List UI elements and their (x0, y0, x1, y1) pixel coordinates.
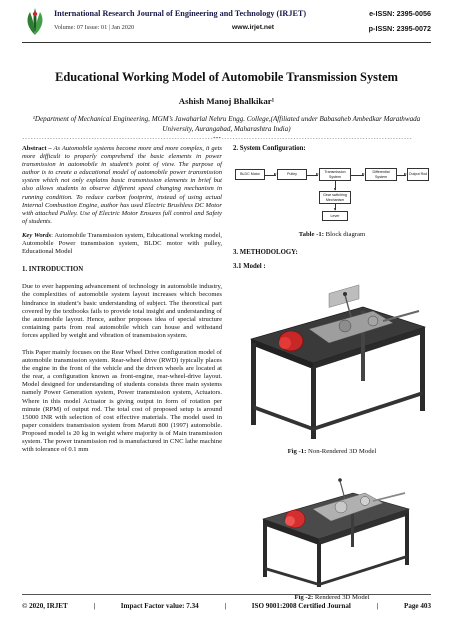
intro-paragraph-1: Due to ever happening advancement of technology in automobile industry, the complexities of automobile system layout increases which becomes hindrance in student’s basic understanding of subject. The theoretical part covered by the textbooks fails to provide total insight and understanding of the automobile layout. Hence, author proposes idea of special structure containing parts from real automobile which can house and withstand forces applied by weight and vibration of transmission system. (22, 283, 222, 339)
footer-page-number: Page 403 (404, 602, 431, 610)
block-pulley: Pulley (277, 169, 307, 180)
footer-separator: | (376, 602, 379, 610)
table-1-label: Table -1: (298, 231, 324, 239)
keywords-label: Key Words (22, 231, 52, 239)
block-transmission-system: Transmission System (319, 168, 351, 181)
footer-separator: | (224, 602, 227, 610)
author-affiliation: ¹Department of Mechanical Engineering, MGM’s Jawaharlal Nehru Engg. College,(Affiliated under Babasaheb Ambedkar Marathwada University, Aurangabad, Maharashtra India) (32, 115, 421, 133)
block-output-rod: Output Rod (407, 168, 429, 181)
figure-1-nonrendered-model (233, 277, 431, 445)
block-lever: Lever (322, 211, 348, 221)
volume-issue: Volume: 07 Issue: 01 | Jan 2020 (54, 24, 135, 31)
model-subheading: 3.1 Model : (233, 263, 266, 271)
e-issn: e-ISSN: 2395-0056 (369, 9, 431, 18)
table-1-text: Block diagram (323, 231, 366, 239)
journal-name: International Research Journal of Engineering and Technology (IRJET) (54, 9, 307, 18)
table-1-caption (233, 231, 431, 239)
system-config-heading: 2. System Configuration: (233, 145, 306, 152)
footer-divider (22, 594, 431, 595)
figure-1-label: Fig -1: (287, 448, 307, 456)
arrow-pulley-transmission (307, 175, 318, 176)
paper-title: Educational Working Model of Automobile Transmission System (55, 70, 398, 84)
journal-header (22, 6, 431, 40)
footer-copyright: © 2020, IRJET (22, 602, 68, 610)
header-divider (22, 42, 431, 43)
figure-1-text: Non-Rendered 3D Model (306, 448, 377, 456)
arrow-transmission-differential (351, 175, 364, 176)
block-gear-switching: Gear switching Mechanism (319, 191, 351, 204)
keywords-text: : Automobile Transmission system, Educational working model, Automobile Power transmission system, BLDC motor with pulley, Educational Model (22, 231, 222, 256)
footer-separator: | (93, 602, 96, 610)
figure-2-label: Fig -2: (294, 593, 314, 601)
footer-iso: ISO 9001:2008 Certified Journal (251, 602, 351, 610)
arrow-transmission-gear (335, 181, 336, 190)
page-footer (22, 602, 431, 610)
methodology-heading: 3. METHODOLOGY: (233, 249, 298, 257)
keywords (22, 232, 222, 256)
arrow-differential-output (397, 175, 406, 176)
abstract (22, 145, 222, 226)
arrow-motor-pulley (265, 175, 276, 176)
left-column (22, 145, 222, 454)
intro-heading: 1. INTRODUCTION (22, 266, 84, 274)
right-column (233, 145, 431, 602)
abstract-text: As Automobile systems become more and more complex, it gets more difficult to properly comprehend the basic elements in power transmission in automobile in student’s point of view. The purpose of author is to create a educational model of automobile power transmission system which not only explains basic transmission elements in brief but also allows students to observe different speed changing mechanism in running condition. To reduce carbon footprint, instead of using actual Internal Combustion Engine, author has used Electric Brushless DC Motor with attached Pulley. Use of Electric Motor Ensures full control and Safety of students. (22, 145, 222, 225)
block-diagram (233, 159, 431, 225)
intro-paragraph-2: This Paper mainly focuses on the Rear Wheel Drive configuration model of automobile transmission system. Rear-wheel drive (RWD) typically places the engine in the front of the vehicle and the driven wheels are located at the rear, a configuration known as front-engine, rear-wheel-drive layout. Model designed for understanding of students consists three main systems namely Power Generation system, Power transmission system, Actuators. Where in this model Actuator is giving output in form of rotation per minute (RPM) of output rod. The total cost of proposed setup is around 15000 INR with selection of cost effective materials. The model used in paper considers transmission system from Maruti 800 (1997) automobile. Proposed model is 20 kg in weight where majority is of Main transmission system. The power transmission rod is manufactured in CNC lathe machine with tolerance of 0.1 mm (22, 348, 222, 454)
footer-impact-factor: Impact Factor value: 7.34 (120, 602, 199, 610)
irjet-logo (22, 6, 48, 36)
block-differential-system: Differential System (365, 168, 397, 181)
abstract-label: Abstract – (22, 145, 52, 152)
figure-2-text: Rendered 3D Model (313, 593, 370, 601)
figure-1-caption (233, 448, 431, 456)
block-bldc-motor: BLDC Motor (235, 169, 265, 180)
author-name: Ashish Manoj Bhalkikar¹ (178, 96, 275, 106)
p-issn: p-ISSN: 2395-0072 (368, 24, 431, 33)
journal-website[interactable]: www.irjet.net (232, 24, 275, 31)
arrow-gear-lever (335, 204, 336, 210)
section-separator: ---------------------------------------------------------------------***--------------------------------------------------------------------- (22, 137, 412, 142)
figure-2-rendered-model (233, 463, 431, 591)
